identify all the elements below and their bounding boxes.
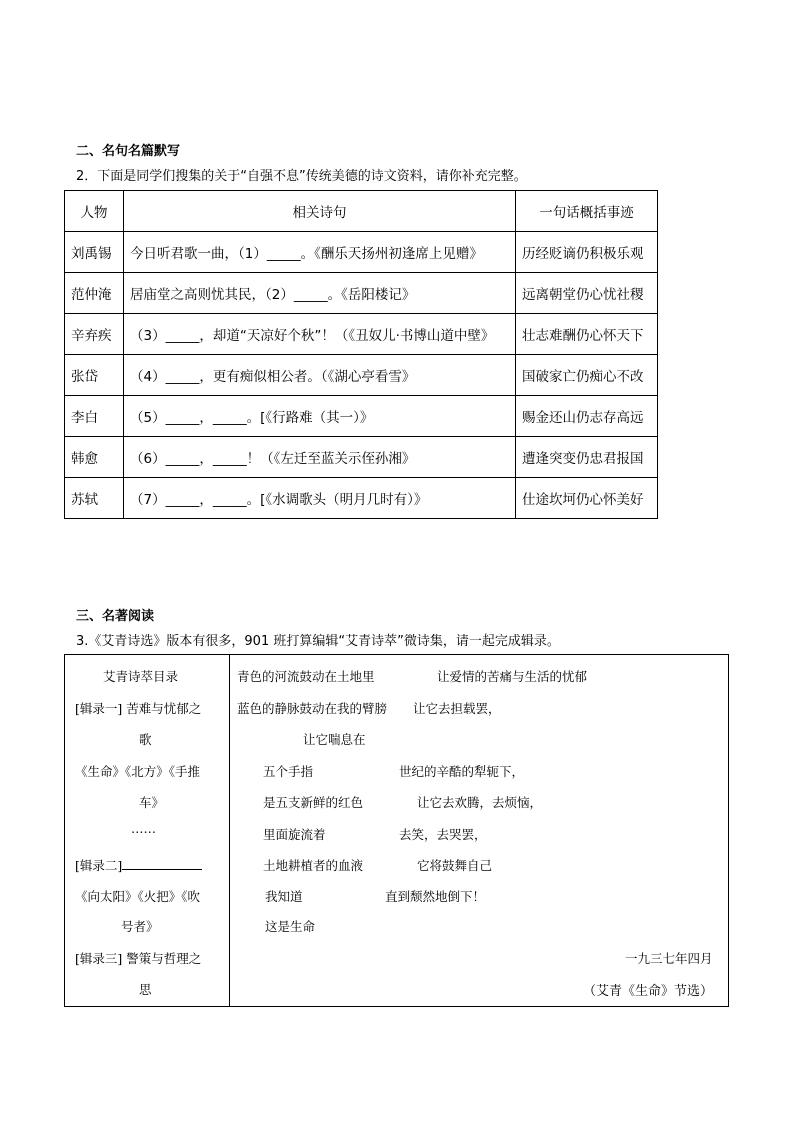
header-summary: 一句话概括事迹 xyxy=(516,191,658,232)
poetry-table xyxy=(64,190,658,519)
person-cell: 刘禹锡 xyxy=(65,232,124,273)
column-divider xyxy=(229,655,230,1006)
toc-poems-2-cont: 号者》 xyxy=(121,919,159,934)
poem-cell: （6）_____，_____！（《左迁至蓝关示侄孙湘》 xyxy=(124,437,516,478)
header-poem: 相关诗句 xyxy=(124,191,516,232)
poem-cell: （3）_____，却道“天凉好个秋”！（《丑奴儿·书博山道中壁》 xyxy=(124,314,516,355)
table-row xyxy=(65,478,658,519)
table-row xyxy=(65,232,658,273)
poem-cell: （5）_____，_____。[《行路难（其一）》 xyxy=(124,396,516,437)
toc-ellipsis: …… xyxy=(131,821,156,836)
poem-line: 让它喘息在 xyxy=(303,732,366,747)
toc-poems-2: 《向太阳》《火把》《吹 xyxy=(75,889,201,904)
summary-cell: 遭逢突变仍忠君报国 xyxy=(516,437,658,478)
poem-line: 是五支新鲜的红色 xyxy=(263,795,364,810)
header-person: 人物 xyxy=(65,191,124,232)
toc-collection-2 xyxy=(75,856,202,874)
toc-poems-1: 《生命》《北方》《手推 xyxy=(75,764,201,779)
toc-collection-1: [辑录一] 苦难与忧郁之 xyxy=(75,701,202,716)
table-row xyxy=(65,396,658,437)
toc-title: 艾青诗萃目录 xyxy=(103,669,179,684)
toc-collection-2-label: [辑录二] xyxy=(75,858,123,873)
person-cell: 李白 xyxy=(65,396,124,437)
poem-cell: （7）_____，_____。[《水调歌头（明月几时有）》 xyxy=(124,478,516,519)
table-row xyxy=(65,314,658,355)
section3-title: 三、名著阅读 xyxy=(76,609,155,624)
poem-line: 里面旋流着 xyxy=(263,827,326,842)
poem-line: 土地耕植者的血液 xyxy=(263,858,364,873)
question-2: 2．下面是同学们搜集的关于“自强不息”传统美德的诗文资料，请你补充完整。 xyxy=(76,169,527,184)
table-row xyxy=(65,355,658,396)
poem-line: 让爱情的苦痛与生活的忧郁 xyxy=(437,669,588,684)
person-cell: 范仲淹 xyxy=(65,273,124,314)
table-header-row xyxy=(65,191,658,232)
toc-poems-1-cont: 车》 xyxy=(139,795,165,810)
poem-line: 五个手指 xyxy=(263,764,314,779)
answer-blank[interactable] xyxy=(122,857,202,870)
summary-cell: 远离朝堂仍心忧社稷 xyxy=(516,273,658,314)
summary-cell: 历经贬谪仍积极乐观 xyxy=(516,232,658,273)
toc-collection-3: [辑录三] 警策与哲理之 xyxy=(75,951,202,966)
poem-cell: （4）_____，更有痴似相公者。（《湖心亭看雪》 xyxy=(124,355,516,396)
summary-cell: 国破家亡仍痴心不改 xyxy=(516,355,658,396)
poem-line: 青色的河流鼓动在土地里 xyxy=(237,669,375,684)
toc-collection-3-cont: 思 xyxy=(139,982,152,997)
table-row xyxy=(65,273,658,314)
poem-line: 蓝色的静脉鼓动在我的臂膀 xyxy=(237,701,388,716)
summary-cell: 赐金还山仍志存高远 xyxy=(516,396,658,437)
poem-source: （艾青《生命》节选） xyxy=(583,984,714,999)
poem-cell: 居庙堂之高则忧其民，（2）_____。《岳阳楼记》 xyxy=(124,273,516,314)
poem-line: 让它去担载罢， xyxy=(413,701,501,716)
poem-line: 这是生命 xyxy=(265,919,316,934)
anthology-box xyxy=(64,654,729,1007)
poem-line: 世纪的辛酷的犁轭下， xyxy=(399,764,525,779)
person-cell: 韩愈 xyxy=(65,437,124,478)
poem-line: 它将鼓舞自己 xyxy=(417,858,493,873)
question-3: 3.《艾青诗选》版本有很多，901 班打算编辑“艾青诗萃”微诗集，请一起完成辑录。 xyxy=(76,634,560,649)
person-cell: 辛弃疾 xyxy=(65,314,124,355)
poem-line: 让它去欢腾，去烦恼， xyxy=(417,795,543,810)
poem-line: 直到颓然地倒下！ xyxy=(385,889,486,904)
poem-date: 一九三七年四月 xyxy=(625,951,713,966)
poem-line: 去笑，去哭罢， xyxy=(399,827,487,842)
toc-collection-1-cont: 歌 xyxy=(139,732,152,747)
summary-cell: 仕途坎坷仍心怀美好 xyxy=(516,478,658,519)
poem-cell: 今日听君歌一曲，（1）_____。《酬乐天扬州初逢席上见赠》 xyxy=(124,232,516,273)
person-cell: 苏轼 xyxy=(65,478,124,519)
section2-title: 二、名句名篇默写 xyxy=(76,144,181,159)
table-row xyxy=(65,437,658,478)
summary-cell: 壮志难酬仍心怀天下 xyxy=(516,314,658,355)
poem-line: 我知道 xyxy=(265,889,303,904)
person-cell: 张岱 xyxy=(65,355,124,396)
